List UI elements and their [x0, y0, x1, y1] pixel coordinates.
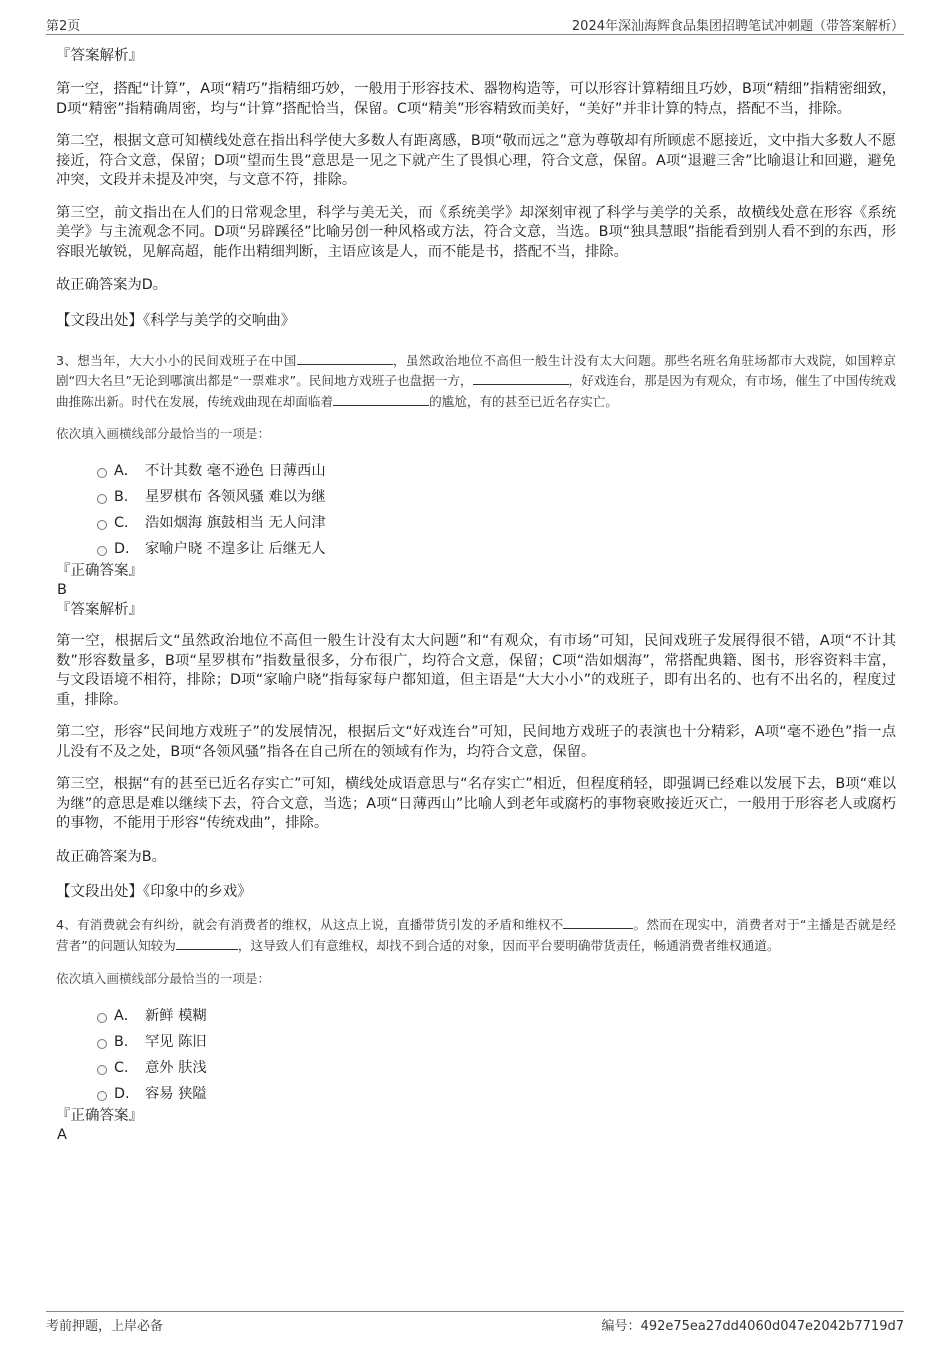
option-text: 新鲜 模糊: [145, 1008, 207, 1024]
page-content: [56, 44, 896, 1144]
q4-option-d[interactable]: [56, 1084, 896, 1110]
q4-question: [56, 915, 896, 956]
q4-instruction: 依次填入画横线部分最恰当的一项是：: [56, 971, 271, 986]
page-footer: [46, 1311, 904, 1332]
q4-blank-2: [176, 937, 238, 950]
option-text: 意外 肤浅: [145, 1060, 207, 1076]
q3-conclusion: 故正确答案为B。: [56, 848, 166, 865]
option-letter: D.: [114, 541, 130, 557]
q2-analysis-para-3: 第三空，前文指出在人们的日常观念里，科学与美无关，而《系统美学》却深刻审视了科学与美学的关系，故横线处意在形容《系统美学》与主流观念不同。D项“另辟蹊径”比喻另创一种风格或方法，符合文意，当选。B项“独具慧眼”指能看到别人看不到的东西，形容眼光敏锐，见解高超，能作出精细判断，主语应该是人，而不能是书，搭配不当，排除。: [56, 204, 896, 260]
radio-icon[interactable]: [97, 1065, 107, 1075]
q3-option-a[interactable]: [56, 461, 896, 487]
radio-icon[interactable]: [97, 468, 107, 478]
radio-icon[interactable]: [97, 546, 107, 556]
option-text: 罕见 陈旧: [145, 1034, 207, 1050]
option-text: 不计其数 毫不逊色 日薄西山: [145, 463, 326, 479]
q3-analysis-label: 『答案解析』: [56, 602, 143, 618]
radio-icon[interactable]: [97, 1091, 107, 1101]
option-letter: C.: [114, 1060, 129, 1076]
page-header: [46, 14, 904, 35]
q2-analysis-label: 『答案解析』: [56, 48, 143, 64]
radio-icon[interactable]: [97, 494, 107, 504]
q3-option-c[interactable]: [56, 513, 896, 539]
q3-analysis-para-2: 第二空，形容“民间地方戏班子”的发展情况，根据后文“好戏连台”可知，民间地方戏班子的表演也十分精彩，A项“毫不逊色”指一点儿没有不及之处，B项“各领风骚”指各在自己所在的领域有作为，均符合文意，保留。: [56, 724, 896, 760]
q3-blank-3: [333, 393, 429, 406]
radio-icon[interactable]: [97, 1039, 107, 1049]
option-letter: A．: [114, 1008, 139, 1024]
radio-icon[interactable]: [97, 1013, 107, 1023]
q4-blank-1: [563, 916, 633, 929]
footer-code: [602, 1315, 904, 1334]
option-text: 星罗棋布 各领风骚 难以为继: [145, 489, 326, 505]
q2-analysis-para-2: 第二空，根据文意可知横线处意在指出科学使大多数人有距离感，B项“敬而远之”意为尊敬却有所顾虑不愿接近，文中指大多数人不愿接近，符合文意，保留；D项“望而生畏”意思是一见之下就产生了畏惧心理，符合文意，保留。A项“退避三舍”比喻退让和回避，避免冲突，文段并未提及冲突，与文意不符，排除。: [56, 133, 896, 188]
q3-text-1: 3、想当年，大大小小的民间戏班子在中国: [56, 352, 297, 368]
q3-option-d[interactable]: [56, 539, 896, 565]
q3-answer-label: 『正确答案』: [56, 563, 143, 579]
q4-option-a[interactable]: [56, 1006, 896, 1032]
q4-option-c[interactable]: [56, 1058, 896, 1084]
q4-text-3: ，这导致人们有意维权，却找不到合适的对象，因而平台要明确带货责任，畅通消费者维权通道。: [237, 937, 780, 953]
q3-instruction: 依次填入画横线部分最恰当的一项是：: [56, 426, 271, 441]
q4-option-b[interactable]: [56, 1032, 896, 1058]
q3-text-3: ，好戏连台，那是因为有观众，有市场，催生了中国传统戏曲推陈出新。时代在发展，传统戏曲现在却面临着: [56, 373, 896, 409]
option-letter: B.: [114, 489, 129, 505]
option-text: 家喻户晓 不遑多让 后继无人: [145, 541, 326, 557]
footer-code-label: 编号：: [601, 1319, 641, 1334]
q4-answer-label: 『正确答案』: [56, 1108, 143, 1124]
q2-source: 【文段出处】《科学与美学的交响曲》: [56, 312, 296, 329]
option-letter: B.: [114, 1034, 129, 1050]
q2-conclusion: 故正确答案为D。: [56, 277, 168, 293]
page-number: 第2页: [46, 19, 81, 34]
option-text: 浩如烟海 旗鼓相当 无人问津: [145, 515, 326, 531]
q4-text-2: 。然而在现实中，消费者对于“主播是否就是经营者”的问题认知较为: [56, 917, 897, 953]
q2-analysis-para-1: 第一空，搭配“计算”，A项“精巧”指精细巧妙，一般用于形容技术、器物构造等，可以形容计算精细且巧妙，B项“精细”指精密细致，D项“精密”指精确周密，均与“计算”搭配恰当，保留。C项“精美”形容精致而美好，“美好”并非计算的特点，搭配不当，排除。: [56, 81, 896, 117]
q4-text-1: 4、有消费就会有纠纷，就会有消费者的维权，从这点上说，直播带货引发的矛盾和维权不: [56, 917, 564, 932]
q3-blank-2: [473, 372, 569, 385]
q4-answer-value: A: [57, 1127, 67, 1143]
radio-icon[interactable]: [97, 520, 107, 530]
q3-question: [56, 351, 896, 413]
q3-options: [56, 461, 896, 565]
q3-text-2: ，虽然政治地位不高但一般生计没有太大问题。那些名班名角驻场都市大戏院，如国粹京剧“四大名旦”无论到哪演出都是“一票难求”。民间地方戏班子也盘据一方，: [56, 352, 897, 388]
option-letter: A．: [114, 463, 139, 479]
q3-source: 【文段出处】《印象中的乡戏》: [56, 884, 252, 900]
footer-slogan: 考前押题，上岸必备: [46, 1319, 164, 1334]
q3-analysis-para-3: 第三空，根据“有的甚至已近名存实亡”可知，横线处成语意思与“名存实亡”相近，但程度稍轻，即强调已经难以发展下去，B项“难以为继”的意思是难以继续下去，符合文意，当选；A项“日薄西山”比喻人到老年或腐朽的事物衰败接近灭亡，一般用于形容老人或腐朽的事物，不能用于形容“传统戏曲”，排除。: [56, 776, 896, 831]
q3-answer-value: B: [57, 582, 67, 598]
q3-option-b[interactable]: [56, 487, 896, 513]
q3-blank-1: [297, 352, 393, 365]
option-letter: C.: [114, 515, 129, 531]
q3-text-4: 的尴尬，有的甚至已近名存实亡。: [429, 393, 618, 409]
document-title: 2024年深汕海辉食品集团招聘笔试冲刺题（带答案解析）: [571, 19, 904, 34]
q4-options: [56, 1006, 896, 1110]
option-text: 容易 狭隘: [145, 1086, 207, 1102]
footer-code-value: 492e75ea27dd4060d047e2042b7719d7: [640, 1319, 904, 1334]
q3-analysis-para-1: 第一空，根据后文“虽然政治地位不高但一般生计没有太大问题”和“有观众，有市场”可知，民间戏班子发展得很不错，A项“不计其数”形容数量多，B项“星罗棋布”指数量很多，分布很广，均符合文意，保留；C项“浩如烟海”，常搭配典籍、图书，形容资料丰富，与文段语境不相符，排除；D项“家喻户晓”指每家每户都知道，但主语是“大大小小”的戏班子，即有出名的、也有不出名的，程度过重，排除。: [56, 633, 896, 708]
option-letter: D.: [114, 1086, 130, 1102]
